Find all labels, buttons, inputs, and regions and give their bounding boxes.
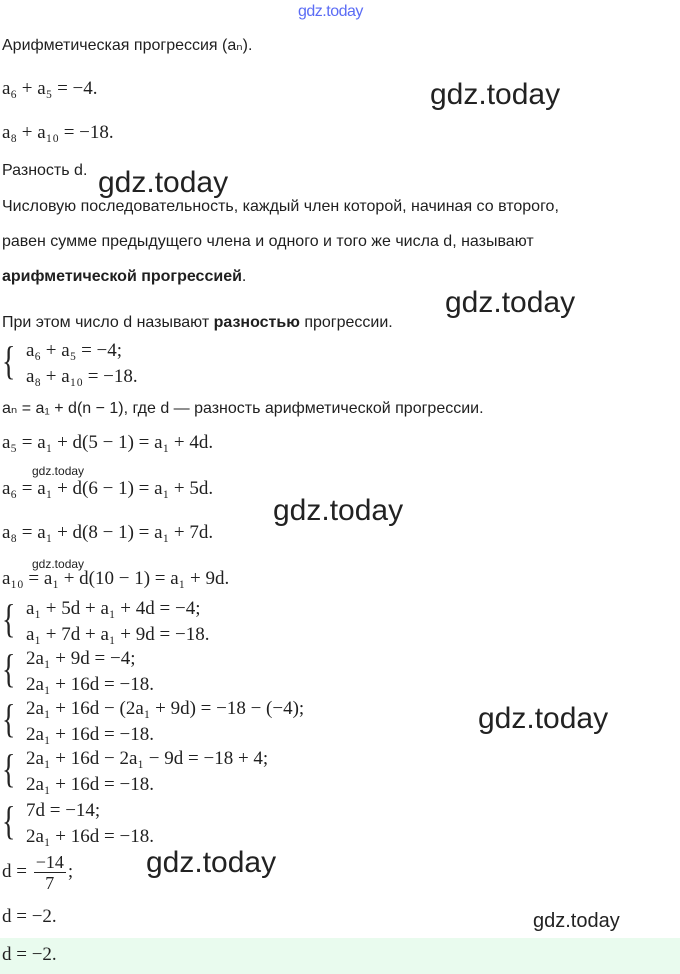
formula-a5: a₅ = a₁ + d(5 − 1) = a₁ + 4d. bbox=[2, 432, 214, 453]
system-row: 2a₁ + 16d = −18. bbox=[26, 674, 154, 695]
fraction-suffix: ; bbox=[67, 861, 74, 882]
brace-icon: { bbox=[2, 798, 16, 843]
watermark: gdz.today bbox=[478, 702, 609, 735]
answer-box bbox=[0, 938, 680, 974]
system-row: 7d = −14; bbox=[26, 800, 101, 821]
system-row: 2a₁ + 16d − (2a₁ + 9d) = −18 − (−4); bbox=[26, 698, 305, 719]
watermark: gdz.today bbox=[533, 910, 620, 932]
term-difference: разностью bbox=[213, 314, 300, 331]
system-row: a₁ + 7d + a₁ + 9d = −18. bbox=[26, 624, 210, 645]
brace-icon: { bbox=[2, 696, 16, 741]
given-equation-1: a₆ + a₅ = −4. bbox=[2, 78, 98, 99]
formula-a8: a₈ = a₁ + d(8 − 1) = a₁ + 7d. bbox=[2, 522, 214, 543]
watermark-top: gdz.today bbox=[298, 3, 363, 20]
brace-icon: { bbox=[2, 338, 16, 383]
watermark-small: gdz.today bbox=[32, 557, 85, 571]
fraction-numerator: −14 bbox=[35, 852, 64, 873]
system-row: 2a₁ + 16d = −18. bbox=[26, 774, 154, 795]
system-row: a₁ + 5d + a₁ + 4d = −4; bbox=[26, 598, 201, 619]
system-row: a₈ + a₁₀ = −18. bbox=[26, 366, 138, 387]
find-label: Разность d. bbox=[2, 162, 88, 179]
term-arithmetic-progression: арифметической прогрессией bbox=[2, 268, 242, 285]
general-formula: aₙ = a₁ + d(n − 1), где d — разность арифметической прогрессии. bbox=[2, 400, 484, 417]
formula-a10: a₁₀ = a₁ + d(10 − 1) = a₁ + 9d. bbox=[2, 568, 230, 589]
brace-icon: { bbox=[2, 596, 16, 641]
fraction-equation bbox=[2, 850, 73, 894]
watermark: gdz.today bbox=[146, 846, 277, 879]
brace-icon: { bbox=[2, 746, 16, 791]
difference-definition bbox=[2, 312, 393, 334]
definition-line-3 bbox=[2, 266, 246, 288]
watermark: gdz.today bbox=[430, 78, 561, 111]
period: . bbox=[241, 268, 247, 285]
difference-text-1: При этом число d называют bbox=[2, 314, 214, 331]
fraction bbox=[34, 852, 66, 893]
formula-a6: a₆ = a₁ + d(6 − 1) = a₁ + 5d. bbox=[2, 478, 214, 499]
watermark: gdz.today bbox=[273, 494, 404, 527]
system-row: 2a₁ + 16d = −18. bbox=[26, 826, 154, 847]
system-row: 2a₁ + 16d = −18. bbox=[26, 724, 154, 745]
given-equation-2: a₈ + a₁₀ = −18. bbox=[2, 122, 114, 143]
difference-text-2: прогрессии. bbox=[299, 314, 393, 331]
watermark: gdz.today bbox=[98, 166, 229, 199]
watermark: gdz.today bbox=[445, 286, 576, 319]
watermark-small: gdz.today bbox=[32, 464, 85, 478]
fraction-prefix: d = bbox=[2, 861, 27, 882]
brace-icon: { bbox=[2, 646, 16, 691]
given-title: Арифметическая прогрессия (aₙ). bbox=[2, 37, 253, 54]
system-row: a₆ + a₅ = −4; bbox=[26, 340, 123, 361]
fraction-denominator: 7 bbox=[45, 873, 55, 894]
answer-text: d = −2. bbox=[2, 944, 57, 965]
definition-line-2: равен сумме предыдущего члена и одного и того же числа d, называют bbox=[2, 233, 534, 250]
result-line: d = −2. bbox=[2, 906, 57, 927]
definition-line-1: Числовую последовательность, каждый член которой, начиная со второго, bbox=[2, 198, 559, 215]
system-row: 2a₁ + 16d − 2a₁ − 9d = −18 + 4; bbox=[26, 748, 269, 769]
system-row: 2a₁ + 9d = −4; bbox=[26, 648, 136, 669]
